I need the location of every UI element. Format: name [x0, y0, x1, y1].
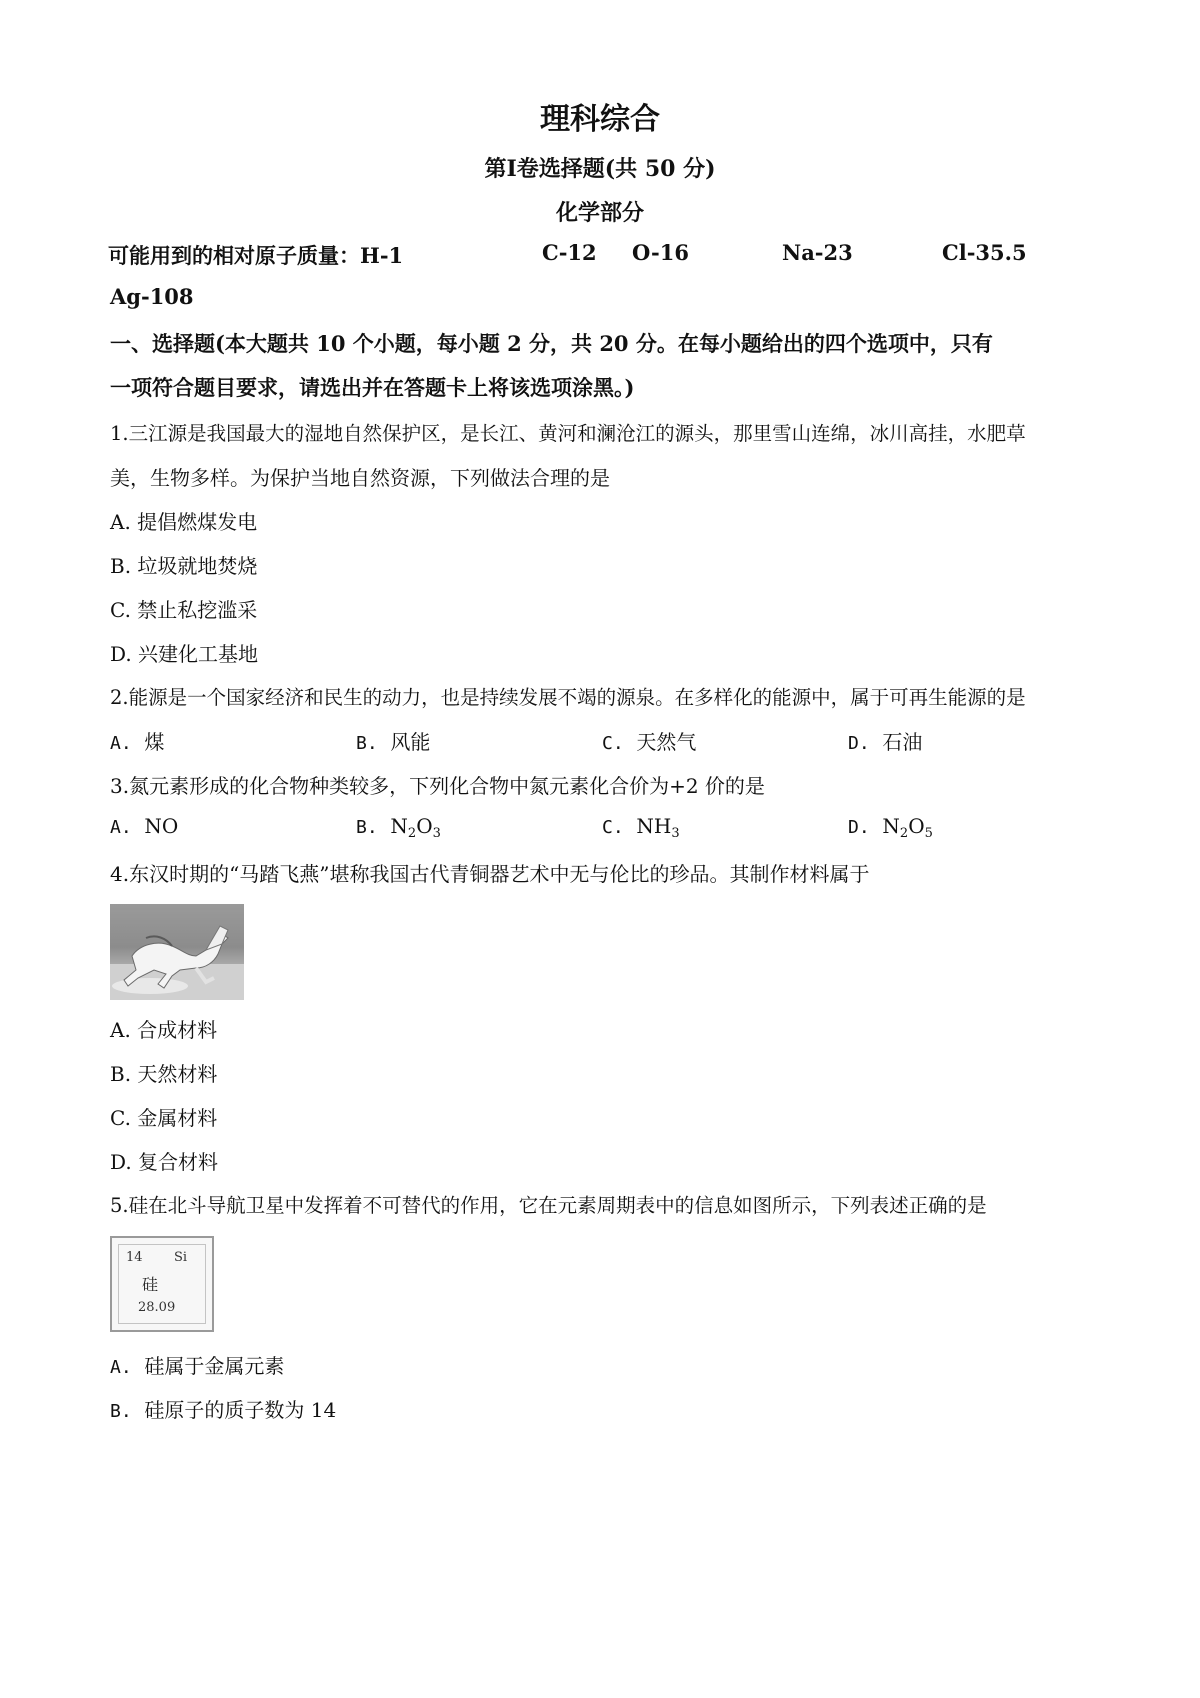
part-title: 化学部分: [555, 200, 644, 226]
q3-option-a-formula: NO: [144, 814, 179, 838]
element-card: [110, 1236, 214, 1332]
q3-option-b: [356, 814, 441, 841]
q3-option-a-label: A.: [110, 817, 132, 838]
q5-option-b-label: B.: [110, 1401, 132, 1422]
section-title: 第Ⅰ卷选择题(共 50 分): [484, 156, 716, 182]
q2-option-b-label: B.: [356, 733, 378, 754]
q1-option-b: B. 垃圾就地焚烧: [110, 554, 258, 578]
q3-option-d-label: D.: [848, 817, 870, 838]
atomic-mass-c: C-12: [542, 240, 597, 265]
q5-option-b: [110, 1394, 336, 1423]
element-mass: 28.09: [138, 1300, 176, 1315]
q1-stem-line2: 美，生物多样。为保护当地自然资源，下列做法合理的是: [110, 466, 610, 490]
atomic-mass-ag: Ag-108: [110, 284, 194, 309]
q3-option-d-formula: $N_2O_5$: [882, 814, 933, 841]
atomic-mass-intro: 可能用到的相对原子质量：H-1: [108, 243, 404, 268]
q2-option-b: [356, 726, 430, 755]
q3-option-c-label: C.: [602, 817, 624, 838]
q3-option-a: [110, 814, 178, 838]
atomic-mass-cl: Cl-35.5: [942, 240, 1027, 265]
bronze-horse-image: [110, 904, 244, 1000]
q2-option-c-label: C.: [602, 733, 624, 754]
q4-stem: 4.东汉时期的“马踏飞燕”堪称我国古代青铜器艺术中无与伦比的珍品。其制作材料属于: [110, 862, 870, 886]
element-name: 硅: [142, 1275, 159, 1294]
q1-option-d: D. 兴建化工基地: [110, 642, 259, 666]
q2-option-a: [110, 726, 164, 755]
q4-option-a: A. 合成材料: [110, 1018, 218, 1042]
q2-option-d-text: 石油: [882, 730, 923, 754]
q3-option-c-formula: $NH_3$: [636, 814, 680, 841]
q3-option-b-label: B.: [356, 817, 378, 838]
q5-option-a-text: 硅属于金属元素: [144, 1354, 285, 1378]
q2-option-a-label: A.: [110, 733, 132, 754]
q1-option-c: C. 禁止私挖滥采: [110, 598, 258, 622]
q1-stem-line1: 1.三江源是我国最大的湿地自然保护区，是长江、黄河和澜沧江的源头，那里雪山连绵，冰川高挂，水肥草: [110, 422, 1026, 445]
instruction-line1: 一、选择题(本大题共 10 个小题，每小题 2 分，共 20 分。在每小题给出的四个选项中，只有: [110, 331, 993, 356]
q1-option-a: A. 提倡燃煤发电: [110, 510, 258, 534]
q5-option-b-text: 硅原子的质子数为 14: [144, 1398, 337, 1422]
q4-option-c: C. 金属材料: [110, 1106, 218, 1130]
atomic-mass-o: O-16: [632, 240, 690, 265]
atomic-mass-na: Na-23: [782, 240, 853, 265]
q3-option-c: [602, 814, 680, 841]
q4-option-b: B. 天然材料: [110, 1062, 218, 1086]
element-symbol: Si: [174, 1250, 188, 1265]
q5-stem: 5.硅在北斗导航卫星中发挥着不可替代的作用，它在元素周期表中的信息如图所示，下列表述正确的是: [110, 1194, 987, 1217]
q2-option-c-text: 天然气: [636, 730, 697, 754]
q3-stem: 3.氮元素形成的化合物种类较多，下列化合物中氮元素化合价为+2 价的是: [110, 774, 765, 798]
q2-option-a-text: 煤: [144, 730, 165, 754]
q2-option-b-text: 风能: [390, 730, 431, 754]
page-title: 理科综合: [540, 102, 660, 137]
element-number: 14: [126, 1250, 143, 1265]
q2-option-d-label: D.: [848, 733, 870, 754]
instruction-line2: 一项符合题目要求，请选出并在答题卡上将该选项涂黑。): [110, 375, 635, 400]
q5-option-a: [110, 1350, 284, 1379]
q2-stem: 2.能源是一个国家经济和民生的动力，也是持续发展不竭的源泉。在多样化的能源中，属于可再生能源的是: [110, 686, 1026, 709]
q3-option-b-formula: $N_2O_3$: [390, 814, 441, 841]
q4-option-d: D. 复合材料: [110, 1150, 219, 1174]
horse-icon: [110, 904, 244, 1000]
q3-option-d: [848, 814, 933, 841]
q2-option-d: [848, 726, 922, 755]
q2-option-c: [602, 726, 696, 755]
q5-option-a-label: A.: [110, 1357, 132, 1378]
